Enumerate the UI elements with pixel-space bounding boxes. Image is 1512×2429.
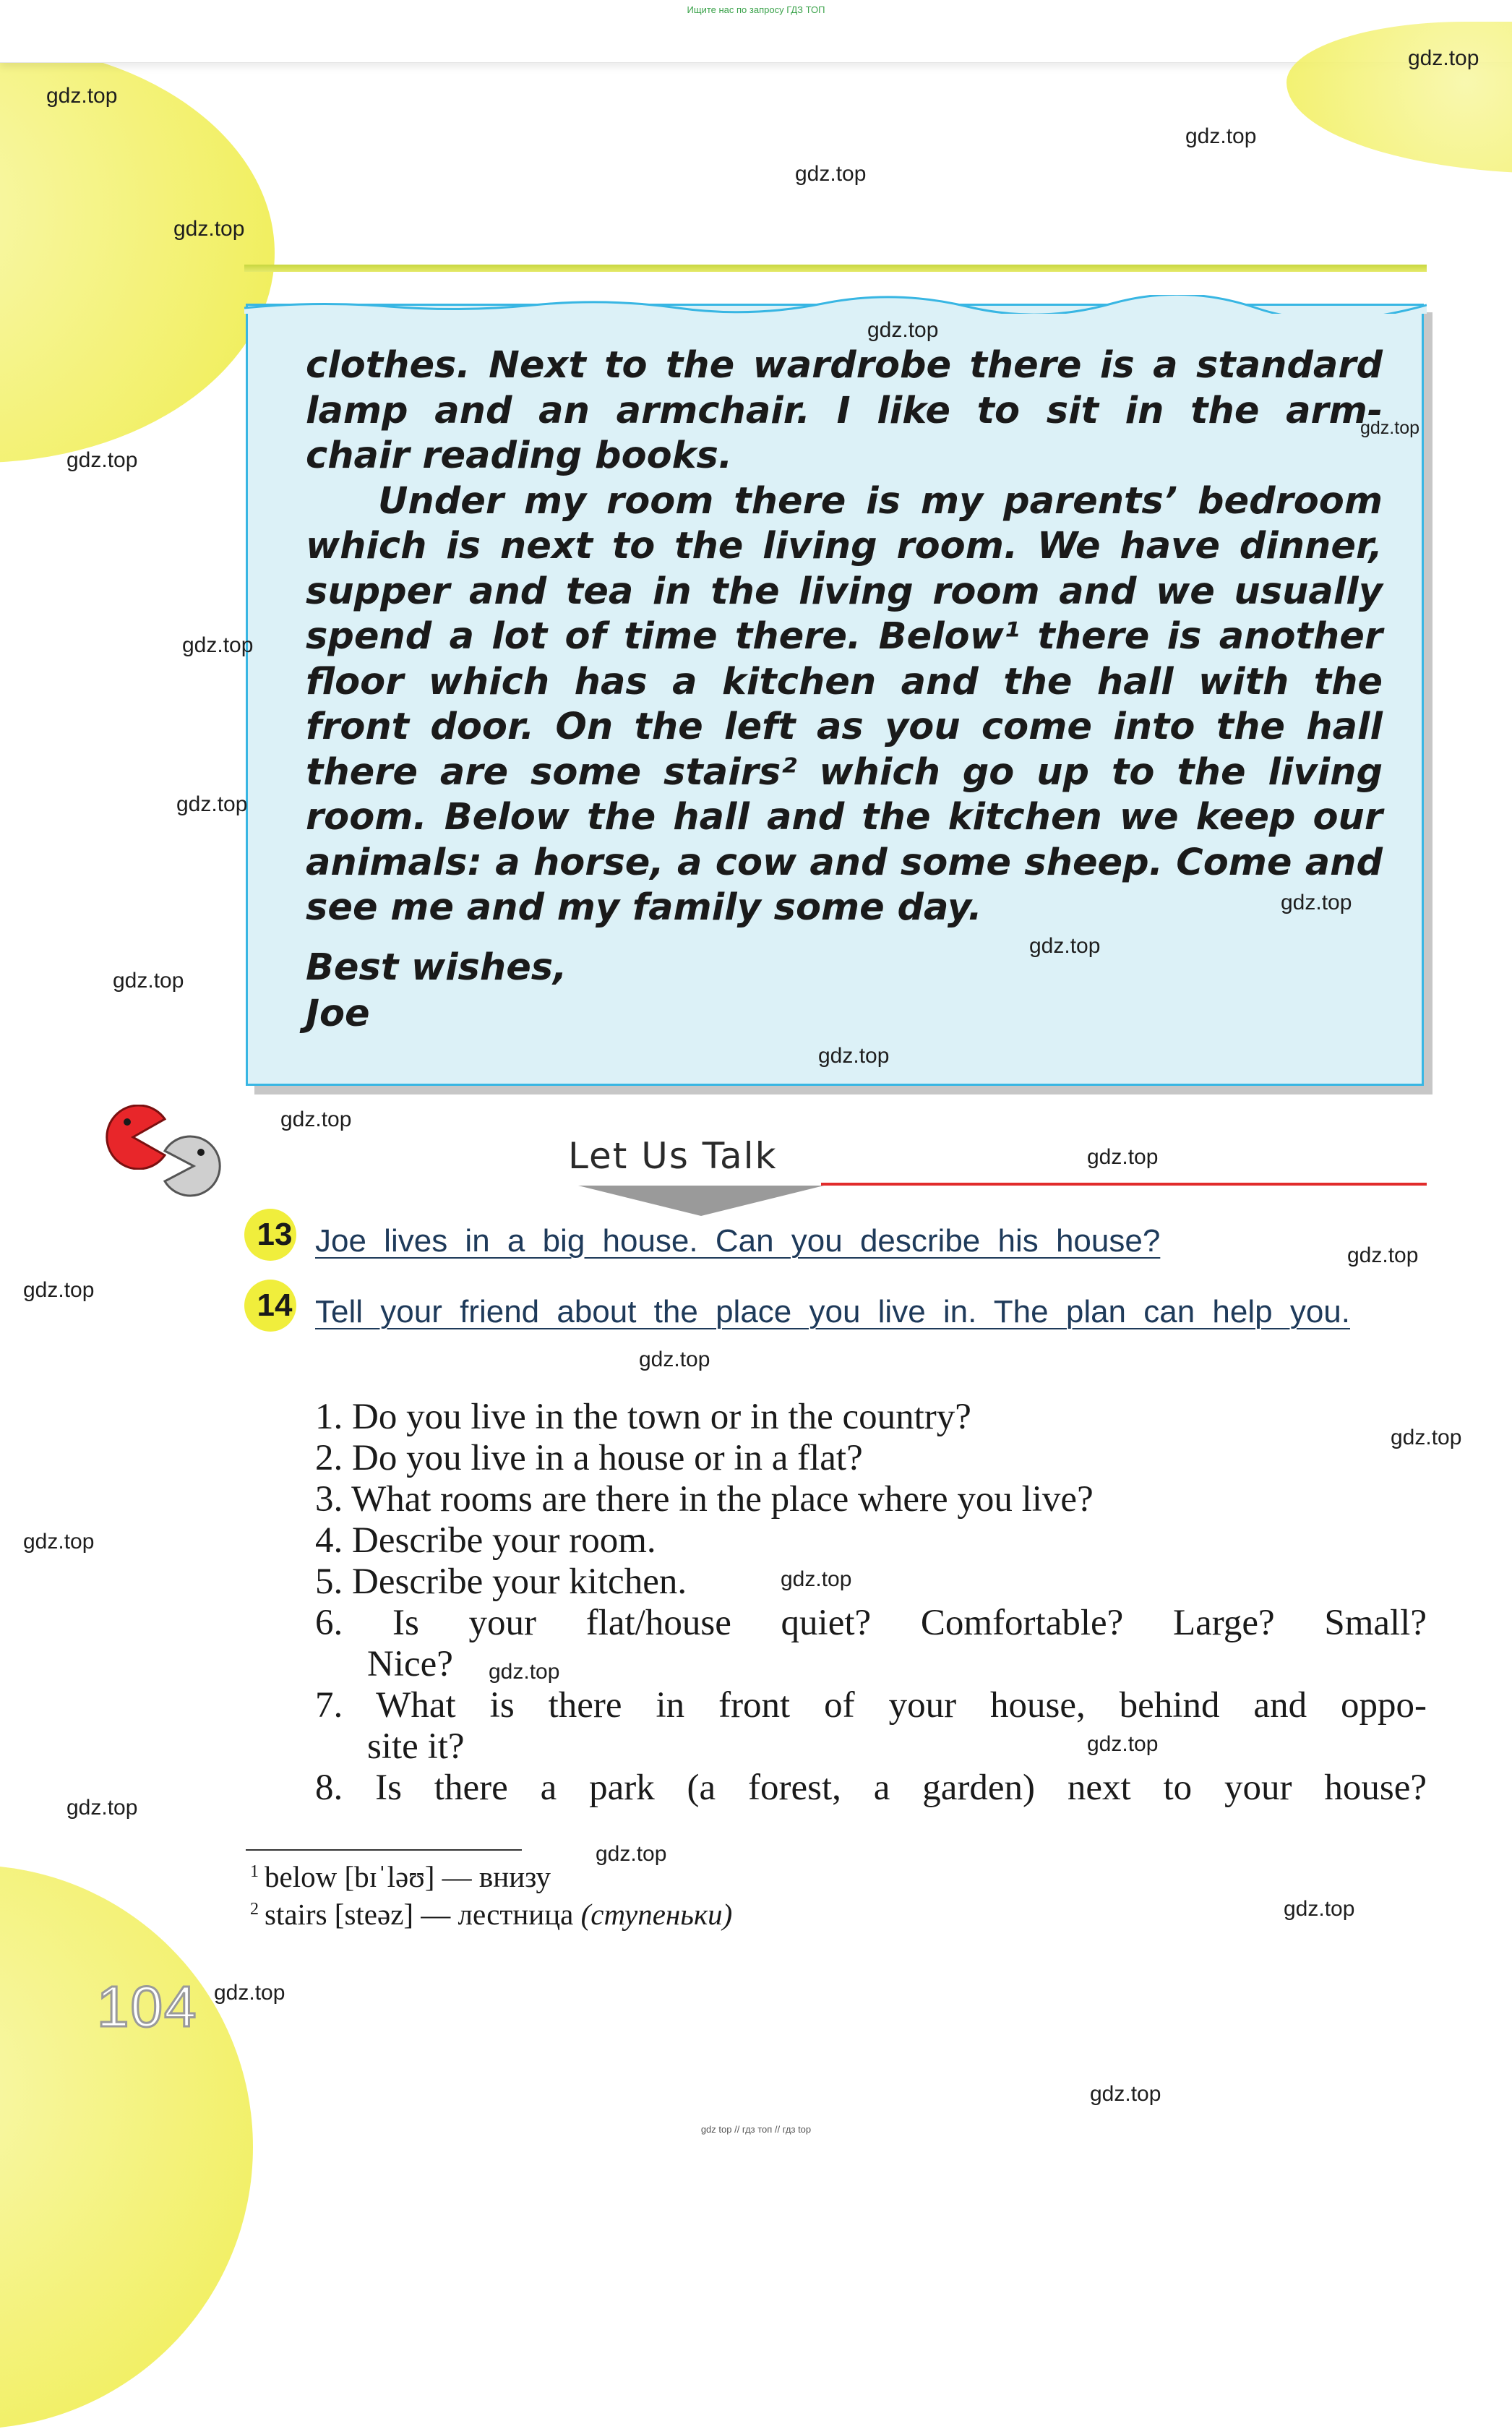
watermark: gdz.top	[1087, 1145, 1159, 1169]
footnote-text: below [bɪˈləʊ] — внизу	[265, 1860, 551, 1893]
letter-line: there are some stairs² which go up to the living	[306, 750, 1383, 794]
watermark: gdz.top	[176, 792, 248, 816]
watermark: gdz.top	[23, 1278, 95, 1302]
watermark: gdz.top	[818, 1044, 890, 1068]
footnote-note: (ступеньки)	[580, 1898, 733, 1931]
letter-line: which is next to the living room. We have dinner,	[306, 525, 1383, 567]
watermark: gdz.top	[1281, 891, 1352, 914]
watermark: gdz.top	[182, 633, 254, 657]
watermark: gdz.top	[66, 448, 138, 472]
watermark: gdz.top	[214, 1981, 285, 2005]
exercise-14-number: 14	[244, 1280, 296, 1332]
watermark: gdz.top	[1029, 934, 1101, 958]
watermark: gdz.top	[639, 1348, 710, 1371]
watermark: gdz.top	[1087, 1732, 1159, 1756]
letter-box	[246, 304, 1424, 1086]
letter-line: room. Below the hall and the kitchen we keep our	[306, 796, 1383, 839]
decorative-blob-top-left	[0, 43, 275, 463]
plan-item: 4. Describe your room.	[315, 1520, 656, 1561]
letter-wavy-edge	[244, 295, 1427, 314]
watermark: gdz.top	[867, 318, 939, 342]
watermark: gdz.top	[795, 162, 867, 186]
plan-item-continuation: Nice?	[367, 1644, 453, 1684]
watermark: gdz.top	[1090, 2082, 1161, 2106]
plan-item: 6. Is your flat/house quiet? Comfortable? Large? Small?	[315, 1603, 1427, 1643]
letter-line: clothes. Next to the wardrobe there is a standard	[306, 344, 1383, 387]
footnote-2	[250, 1897, 732, 1932]
watermark: gdz.top	[596, 1842, 667, 1866]
exercise-13-number: 13	[244, 1209, 296, 1261]
letter-line: front door. On the left as you come into the hall	[306, 706, 1383, 748]
watermark: gdz.top	[1185, 124, 1257, 148]
top-divider	[244, 265, 1427, 272]
letter-line: floor which has a kitchen and the hall with the	[306, 660, 1383, 703]
letter-line: spend a lot of time there. Below¹ there is another	[306, 615, 1383, 658]
letter-signoff	[306, 945, 567, 1037]
letter-line: lamp and an armchair. I like to sit in the arm-	[306, 389, 1383, 432]
watermark: gdz.top	[66, 1796, 138, 1820]
watermark: gdz.top	[173, 217, 245, 241]
footnote-mark: 1	[250, 1862, 259, 1881]
letter-line: see me and my family some day.	[306, 886, 982, 929]
top-banner	[0, 0, 1512, 63]
watermark: gdz.top	[489, 1660, 560, 1684]
plan-item: 5. Describe your kitchen.	[315, 1562, 687, 1602]
letter-body	[306, 343, 1383, 931]
pacman-grey-icon	[162, 1135, 227, 1197]
letter-signature: Joe	[306, 993, 370, 1035]
plan-item: 8. Is there a park (a forest, a garden) next to your house?	[315, 1768, 1427, 1808]
footnote-divider	[246, 1849, 522, 1851]
exercise-13-text: Joe lives in a big house. Can you describe his house?	[315, 1223, 1161, 1259]
footer-text: gdz top // гдз топ // гдз top	[700, 2124, 812, 2135]
plan-item: 3. What rooms are there in the place where you live?	[315, 1479, 1094, 1520]
footnote-text: stairs [steəz] — лестница	[265, 1898, 574, 1931]
letter-line: Under my room there is my parents’ bedroom	[378, 479, 1383, 523]
watermark: gdz.top	[280, 1108, 352, 1131]
watermark: gdz.top	[46, 84, 118, 108]
footnote-mark: 2	[250, 1900, 259, 1919]
watermark: gdz.top	[1347, 1243, 1419, 1267]
watermark: gdz.top	[1391, 1426, 1462, 1449]
plan-list	[315, 1397, 1427, 1809]
watermark: gdz.top	[23, 1530, 95, 1554]
section-title-rule	[821, 1183, 1427, 1186]
section-title: Let Us Talk	[568, 1135, 778, 1177]
watermark: gdz.top	[1360, 418, 1420, 438]
plan-item-continuation: site it?	[367, 1726, 465, 1767]
plan-item: 7. What is there in front of your house, behind and oppo-	[315, 1685, 1427, 1726]
plan-item: 2. Do you live in a house or in a flat?	[315, 1438, 863, 1478]
watermark: gdz.top	[781, 1567, 852, 1591]
letter-line: animals: a horse, a cow and some sheep. Come and	[306, 841, 1383, 884]
letter-line: supper and tea in the living room and we usually	[306, 570, 1383, 613]
banner-text: Ищите нас по запросу ГДЗ ТОП	[687, 4, 825, 15]
page-number: 104	[97, 1974, 198, 2039]
plan-item: 1. Do you live in the town or in the country?	[315, 1397, 971, 1437]
letter-line: chair reading books.	[306, 434, 733, 477]
watermark: gdz.top	[113, 969, 184, 993]
section-title-arrow	[578, 1186, 824, 1216]
letter-closing: Best wishes,	[306, 946, 567, 989]
pacman-red-icon	[98, 1105, 168, 1170]
watermark: gdz.top	[1284, 1897, 1355, 1921]
decorative-blob-bottom-left	[0, 1865, 253, 2429]
exercise-14-text: Tell your friend about the place you live in. The plan can help you.	[315, 1294, 1350, 1329]
watermark: gdz.top	[1408, 46, 1479, 70]
footnote-1	[250, 1859, 551, 1894]
